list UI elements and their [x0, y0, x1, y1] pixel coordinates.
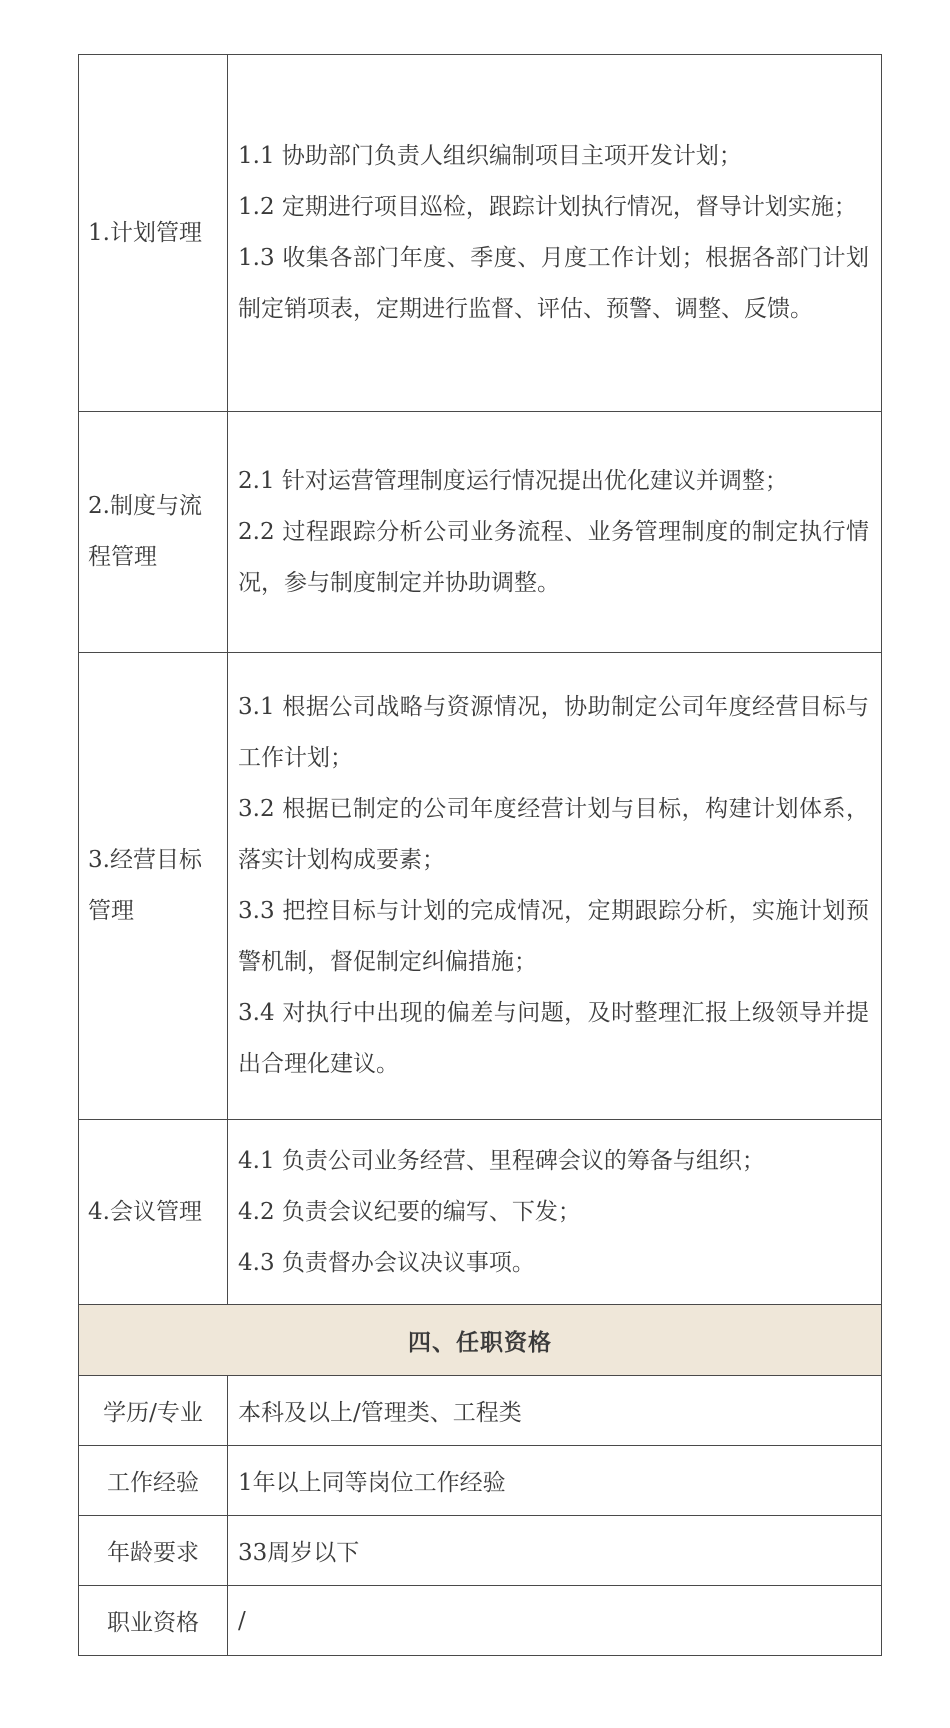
qualification-value: 本科及以上/管理类、工程类 — [228, 1376, 882, 1446]
duty-content — [228, 55, 882, 412]
duty-item: 1.3 收集各部门年度、季度、月度工作计划；根据各部门计划制定销项表，定期进行监督、评估、预警、调整、反馈。 — [238, 245, 869, 322]
duty-content — [228, 653, 882, 1120]
qualification-label: 工作经验 — [79, 1446, 228, 1516]
duty-item: 3.2 根据已制定的公司年度经营计划与目标，构建计划体系，落实计划构成要素； — [238, 796, 869, 873]
qualification-value: 1年以上同等岗位工作经验 — [228, 1446, 882, 1516]
duty-content — [228, 412, 882, 653]
duty-item: 1.2 定期进行项目巡检，跟踪计划执行情况，督导计划实施； — [238, 194, 857, 220]
duty-item: 3.3 把控目标与计划的完成情况，定期跟踪分析，实施计划预警机制，督促制定纠偏措施； — [238, 898, 869, 975]
qualification-row-age — [79, 1516, 882, 1586]
duty-row-business-goals — [79, 653, 882, 1120]
duty-item: 2.1 针对运营管理制度运行情况提出优化建议并调整； — [238, 467, 788, 494]
qualification-label: 年龄要求 — [79, 1516, 228, 1586]
duty-item: 1.1 协助部门负责人组织编制项目主项开发计划； — [238, 143, 742, 169]
qualification-row-education — [79, 1376, 882, 1446]
duty-content — [228, 1120, 882, 1305]
duty-item: 2.2 过程跟踪分析公司业务流程、业务管理制度的制定执行情况，参与制度制定并协助调整。 — [238, 518, 869, 596]
duty-row-meeting-management — [79, 1120, 882, 1305]
job-description-table — [78, 54, 882, 1656]
qualification-label: 职业资格 — [79, 1586, 228, 1656]
duty-row-plan-management — [79, 55, 882, 412]
duty-title: 1.计划管理 — [79, 55, 228, 412]
duty-item: 4.3 负责督办会议决议事项。 — [238, 1249, 535, 1276]
duty-item: 4.2 负责会议纪要的编写、下发； — [238, 1198, 581, 1225]
duty-title: 2.制度与流程管理 — [79, 412, 228, 653]
qualification-row-experience — [79, 1446, 882, 1516]
duty-title: 4.会议管理 — [79, 1120, 228, 1305]
qualification-row-certification — [79, 1586, 882, 1656]
duty-item: 3.1 根据公司战略与资源情况，协助制定公司年度经营目标与工作计划； — [238, 694, 869, 771]
qualifications-heading-row — [79, 1305, 882, 1376]
duty-row-system-process — [79, 412, 882, 653]
duty-title: 3.经营目标管理 — [79, 653, 228, 1120]
qualification-value: / — [228, 1586, 882, 1656]
qualification-value: 33周岁以下 — [228, 1516, 882, 1586]
duty-item: 3.4 对执行中出现的偏差与问题，及时整理汇报上级领导并提出合理化建议。 — [238, 1000, 869, 1077]
qualification-label: 学历/专业 — [79, 1376, 228, 1446]
section-heading: 四、任职资格 — [79, 1305, 882, 1376]
duty-item: 4.1 负责公司业务经营、里程碑会议的筹备与组织； — [238, 1147, 765, 1174]
